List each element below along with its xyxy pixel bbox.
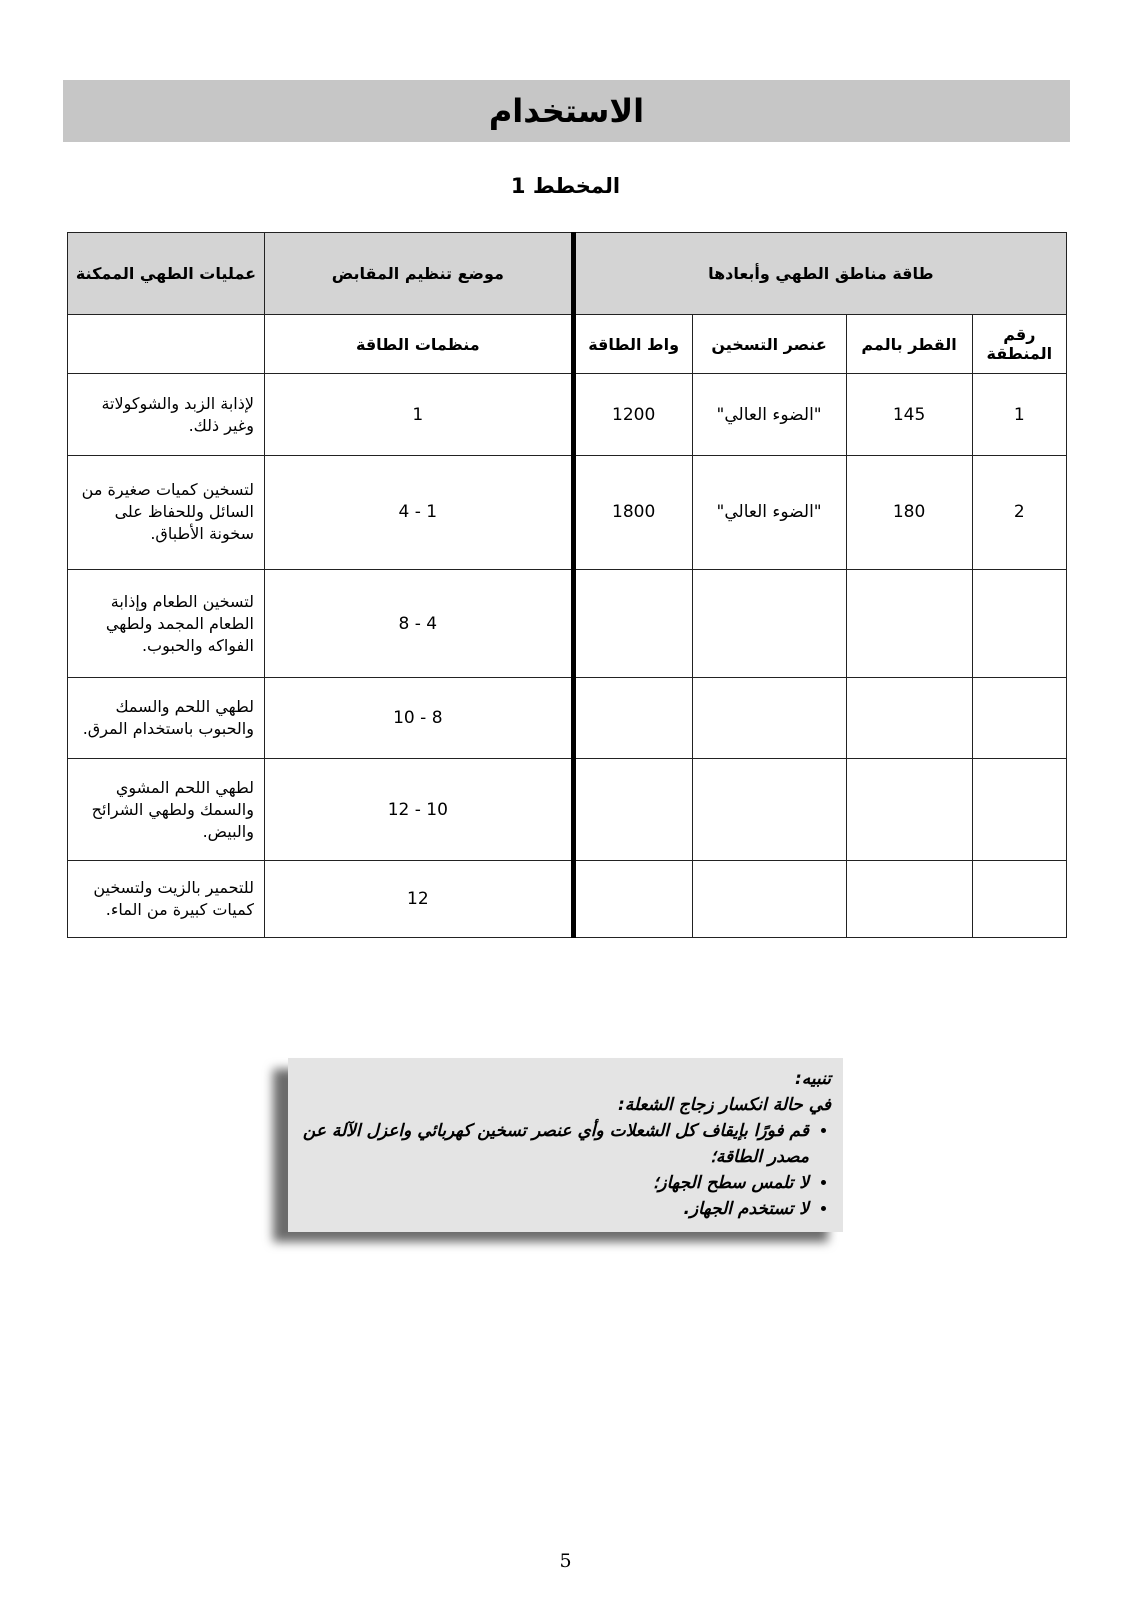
cell-regulator: 8 - 10 xyxy=(264,678,573,759)
cell-regulator: 12 xyxy=(264,860,573,937)
subheader-zone-no: رقم المنطقة xyxy=(972,315,1066,374)
cell-diameter xyxy=(846,569,972,678)
cell-zone xyxy=(972,860,1066,937)
table-header-row xyxy=(68,233,1067,315)
cell-regulator: 1 xyxy=(264,373,573,455)
header-ops: عمليات الطهي الممكنة xyxy=(68,233,265,315)
page-title: الاستخدام xyxy=(63,80,1070,142)
cell-diameter: 180 xyxy=(846,456,972,570)
cell-watt: 1800 xyxy=(573,456,692,570)
table-subheader-row xyxy=(68,315,1067,374)
cell-use: لإذابة الزبد والشوكولاتة وغير ذلك. xyxy=(68,373,265,455)
warning-item: • لا تلمس سطح الجهاز؛ xyxy=(300,1170,809,1196)
cell-element: "الضوء العالي" xyxy=(692,373,846,455)
subheader-regulator: منظمات الطاقة xyxy=(264,315,573,374)
cell-regulator: 10 - 12 xyxy=(264,759,573,860)
subheader-ops xyxy=(68,315,265,374)
cell-diameter: 145 xyxy=(846,373,972,455)
cell-zone xyxy=(972,678,1066,759)
cell-element xyxy=(692,860,846,937)
table-row xyxy=(68,569,1067,678)
warning-case: في حالة انكسار زجاج الشعلة: xyxy=(617,1095,831,1115)
subheader-diameter: القطر بالمم xyxy=(846,315,972,374)
subheader-watt: واط الطاقة xyxy=(573,315,692,374)
header-zones: طاقة مناطق الطهي وأبعادها xyxy=(573,233,1066,315)
cell-use: لطهي اللحم المشوي والسمك ولطهي الشرائح والبيض. xyxy=(68,759,265,860)
warning-box xyxy=(288,1058,843,1232)
table-row xyxy=(68,860,1067,937)
cell-use: لتسخين كميات صغيرة من السائل وللحفاظ على سخونة الأطباق. xyxy=(68,456,265,570)
cell-regulator: 4 - 8 xyxy=(264,569,573,678)
warning-item: • لا تستخدم الجهاز. xyxy=(300,1196,809,1222)
warning-title: تنبيه: xyxy=(794,1069,831,1089)
cell-watt xyxy=(573,569,692,678)
header-knob: موضع تنظيم المقابض xyxy=(264,233,573,315)
cell-zone: 1 xyxy=(972,373,1066,455)
cell-watt xyxy=(573,860,692,937)
cell-use: للتحمير بالزيت ولتسخين كميات كبيرة من الماء. xyxy=(68,860,265,937)
cell-zone: 2 xyxy=(972,456,1066,570)
cell-diameter xyxy=(846,759,972,860)
table-row xyxy=(68,373,1067,455)
cell-element xyxy=(692,569,846,678)
page-number: 5 xyxy=(559,1550,572,1572)
cell-diameter xyxy=(846,678,972,759)
cell-element: "الضوء العالي" xyxy=(692,456,846,570)
cell-watt xyxy=(573,759,692,860)
cell-use: لتسخين الطعام وإذابة الطعام المجمد ولطهي الفواكه والحبوب. xyxy=(68,569,265,678)
table-row xyxy=(68,456,1067,570)
cell-watt xyxy=(573,678,692,759)
subheader-element: عنصر التسخين xyxy=(692,315,846,374)
cell-watt: 1200 xyxy=(573,373,692,455)
cell-zone xyxy=(972,759,1066,860)
table-row xyxy=(68,678,1067,759)
cell-element xyxy=(692,678,846,759)
cell-element xyxy=(692,759,846,860)
warning-list xyxy=(300,1118,831,1222)
cell-use: لطهي اللحم والسمك والحبوب باستخدام المرق. xyxy=(68,678,265,759)
cooking-zones-table xyxy=(67,232,1067,938)
scheme-title: المخطط 1 xyxy=(510,174,621,198)
table-row xyxy=(68,759,1067,860)
cell-zone xyxy=(972,569,1066,678)
cell-diameter xyxy=(846,860,972,937)
cell-regulator: 1 - 4 xyxy=(264,456,573,570)
warning-item: • قم فورًا بإيقاف كل الشعلات وأي عنصر تسخين كهربائي واعزل الآلة عن مصدر الطاقة؛ xyxy=(300,1118,809,1170)
